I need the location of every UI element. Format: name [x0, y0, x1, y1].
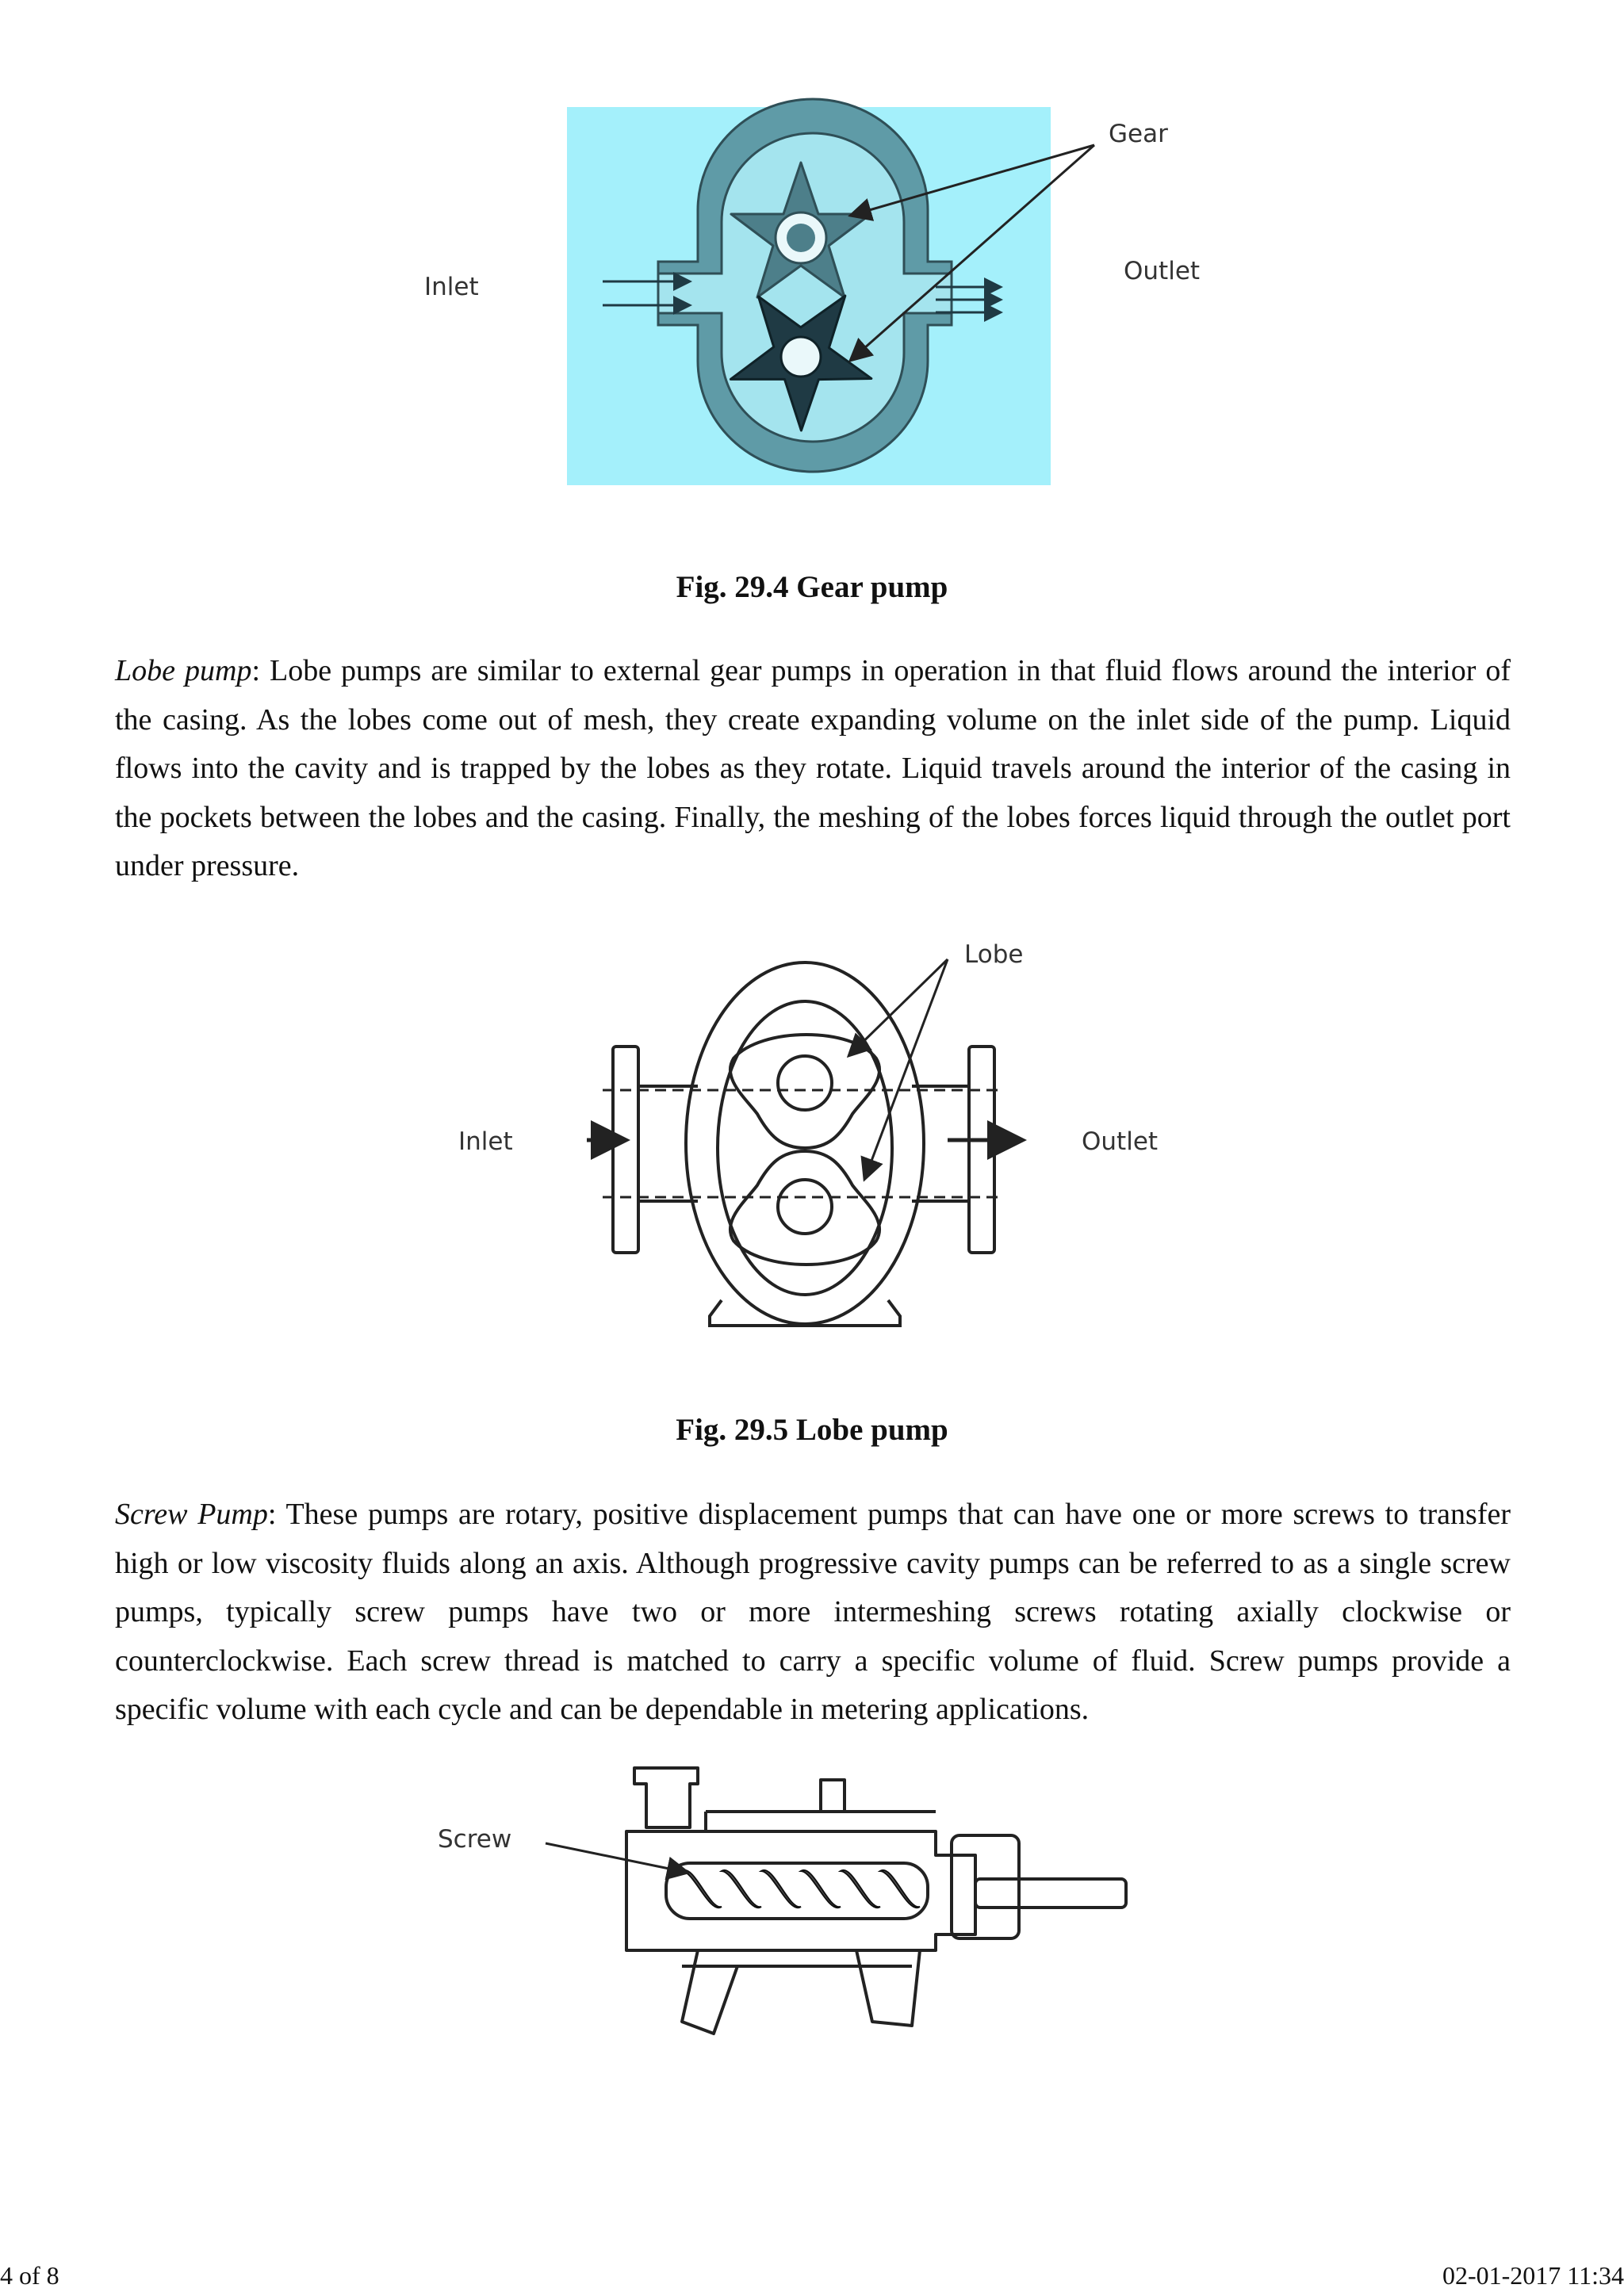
screw-threads — [682, 1870, 920, 1908]
lobe-pump-term: Lobe pump — [115, 654, 252, 687]
lobe-outlet-label: Outlet — [1082, 1127, 1159, 1156]
lobe-label: Lobe — [964, 940, 1024, 969]
outlet-flange — [969, 1047, 994, 1253]
lobe-pump-text: : Lobe pumps are similar to external gear pumps in operation in that fluid flows around the interior of the casing. As the lobes come out of mesh, they create expanding volume on the inlet side of the pump. Liquid flows into the cavity and is trapped by the lobes as they rotate. Liquid travels around the interior of the casing in the pockets between the lobes and the casing. Finally, the meshing of the lobes forces liquid through the outlet port under pressure. — [115, 654, 1511, 882]
screw-pump-paragraph — [115, 1490, 1511, 1735]
lobe-pump-caption: Fig. 29.5 Lobe pump — [676, 1413, 948, 1447]
screw-pump-casing — [626, 1831, 975, 1950]
gear-pump-caption: Fig. 29.4 Gear pump — [676, 570, 948, 604]
lobe-leader-top — [848, 959, 948, 1056]
gear-inlet-label: Inlet — [424, 273, 479, 301]
gear-outlet-label: Outlet — [1124, 257, 1201, 285]
inlet-flange — [613, 1047, 638, 1253]
screw-pump-figure — [0, 1760, 1624, 2077]
lobe-leader-bottom — [864, 959, 948, 1180]
page-number: 4 of 8 — [0, 2261, 59, 2290]
screw-label: Screw — [438, 1825, 512, 1854]
lobe-pump-base — [710, 1300, 900, 1326]
screw-leader — [546, 1843, 688, 1873]
lobe-inlet-label: Inlet — [458, 1127, 513, 1156]
screw-pump-feet — [682, 1950, 920, 2034]
gear-pump-figure — [0, 0, 1624, 523]
screw-pump-shaft — [975, 1879, 1126, 1908]
screw-pump-text: : These pumps are rotary, positive displacement pumps that can have one or more screws to transfer high or low viscosity fluids along an axis. Although progressive cavity pumps can be referred to as a single screw pumps, typically screw pumps have two or more intermeshing screws rotating axially clockwise or counterclockwise. Each screw thread is matched to carry a specific volume of fluid. Screw pumps provide a specific volume with each cycle and can be dependable in metering applications. — [115, 1498, 1511, 1726]
lobe-pump-figure — [0, 928, 1624, 1356]
lower-lobe — [730, 1151, 879, 1265]
gear-label: Gear — [1109, 120, 1168, 148]
print-datetime: 02-01-2017 11:34 — [1442, 2261, 1624, 2290]
screw-pump-inlet-nozzle — [634, 1768, 698, 1827]
lobe-pump-paragraph — [115, 647, 1511, 891]
screw-pump-term: Screw Pump — [115, 1498, 268, 1531]
